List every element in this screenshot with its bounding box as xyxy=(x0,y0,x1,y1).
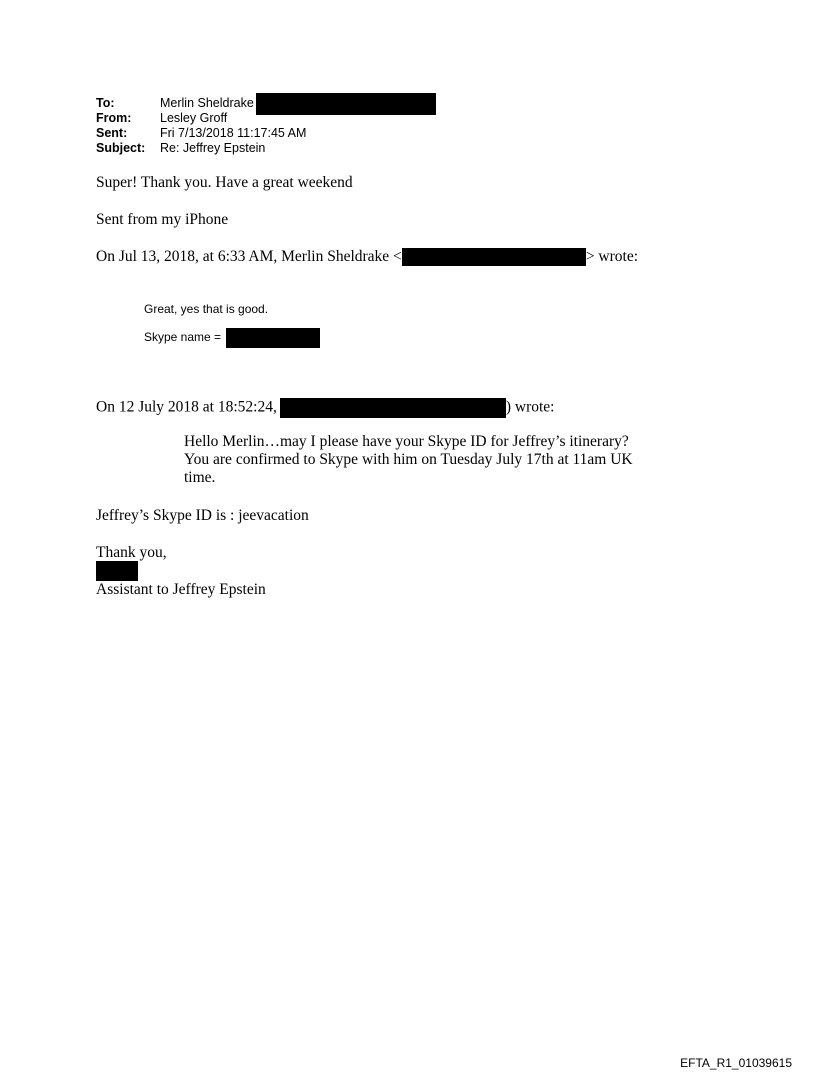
quoted-line-skype-name xyxy=(144,328,320,348)
redaction-box xyxy=(402,248,586,266)
from-label: From: xyxy=(96,111,132,125)
reply-header-2-suffix: ) wrote: xyxy=(505,398,555,416)
reply-header-1 xyxy=(96,248,638,266)
reply-header-1-suffix: > wrote: xyxy=(585,248,639,265)
redaction-box xyxy=(96,561,138,581)
to-label: To: xyxy=(96,96,115,110)
sent-row xyxy=(96,126,436,141)
redaction-box xyxy=(256,93,436,115)
body-line-super: Super! Thank you. Have a great weekend xyxy=(96,174,353,191)
reply-header-2 xyxy=(96,398,554,418)
thanks-line: Thank you, xyxy=(96,544,167,561)
skype-id-line: Jeffrey’s Skype ID is : jeevacation xyxy=(96,507,309,524)
subject-row xyxy=(96,141,436,156)
body-line-sent-from: Sent from my iPhone xyxy=(96,211,229,228)
skype-name-label: Skype name = xyxy=(144,330,222,345)
reply-header-2-prefix: On 12 July 2018 at 18:52:24, xyxy=(96,398,277,416)
sent-label: Sent: xyxy=(96,126,128,140)
subject-value: Re: Jeffrey Epstein xyxy=(160,141,266,155)
bates-number: EFTA_R1_01039615 xyxy=(680,1056,792,1070)
quoted-line-great: Great, yes that is good. xyxy=(144,302,269,316)
reply-header-1-prefix: On Jul 13, 2018, at 6:33 AM, Merlin Sheldrake < xyxy=(96,248,402,265)
to-value: Merlin Sheldrake xyxy=(160,96,254,110)
sent-value: Fri 7/13/2018 11:17:45 AM xyxy=(160,126,307,140)
email-header xyxy=(96,96,436,156)
to-row xyxy=(96,96,436,111)
redaction-box xyxy=(280,398,506,418)
signature-line: Assistant to Jeffrey Epstein xyxy=(96,581,266,598)
redaction-box xyxy=(226,328,320,348)
quoted-message: Hello Merlin…may I please have your Skype ID for Jeffrey’s itinerary? You are confirmed to Skype with him on Tuesday July 17th at 11am UK time. xyxy=(184,433,633,486)
subject-label: Subject: xyxy=(96,141,146,155)
from-value: Lesley Groff xyxy=(160,111,228,125)
